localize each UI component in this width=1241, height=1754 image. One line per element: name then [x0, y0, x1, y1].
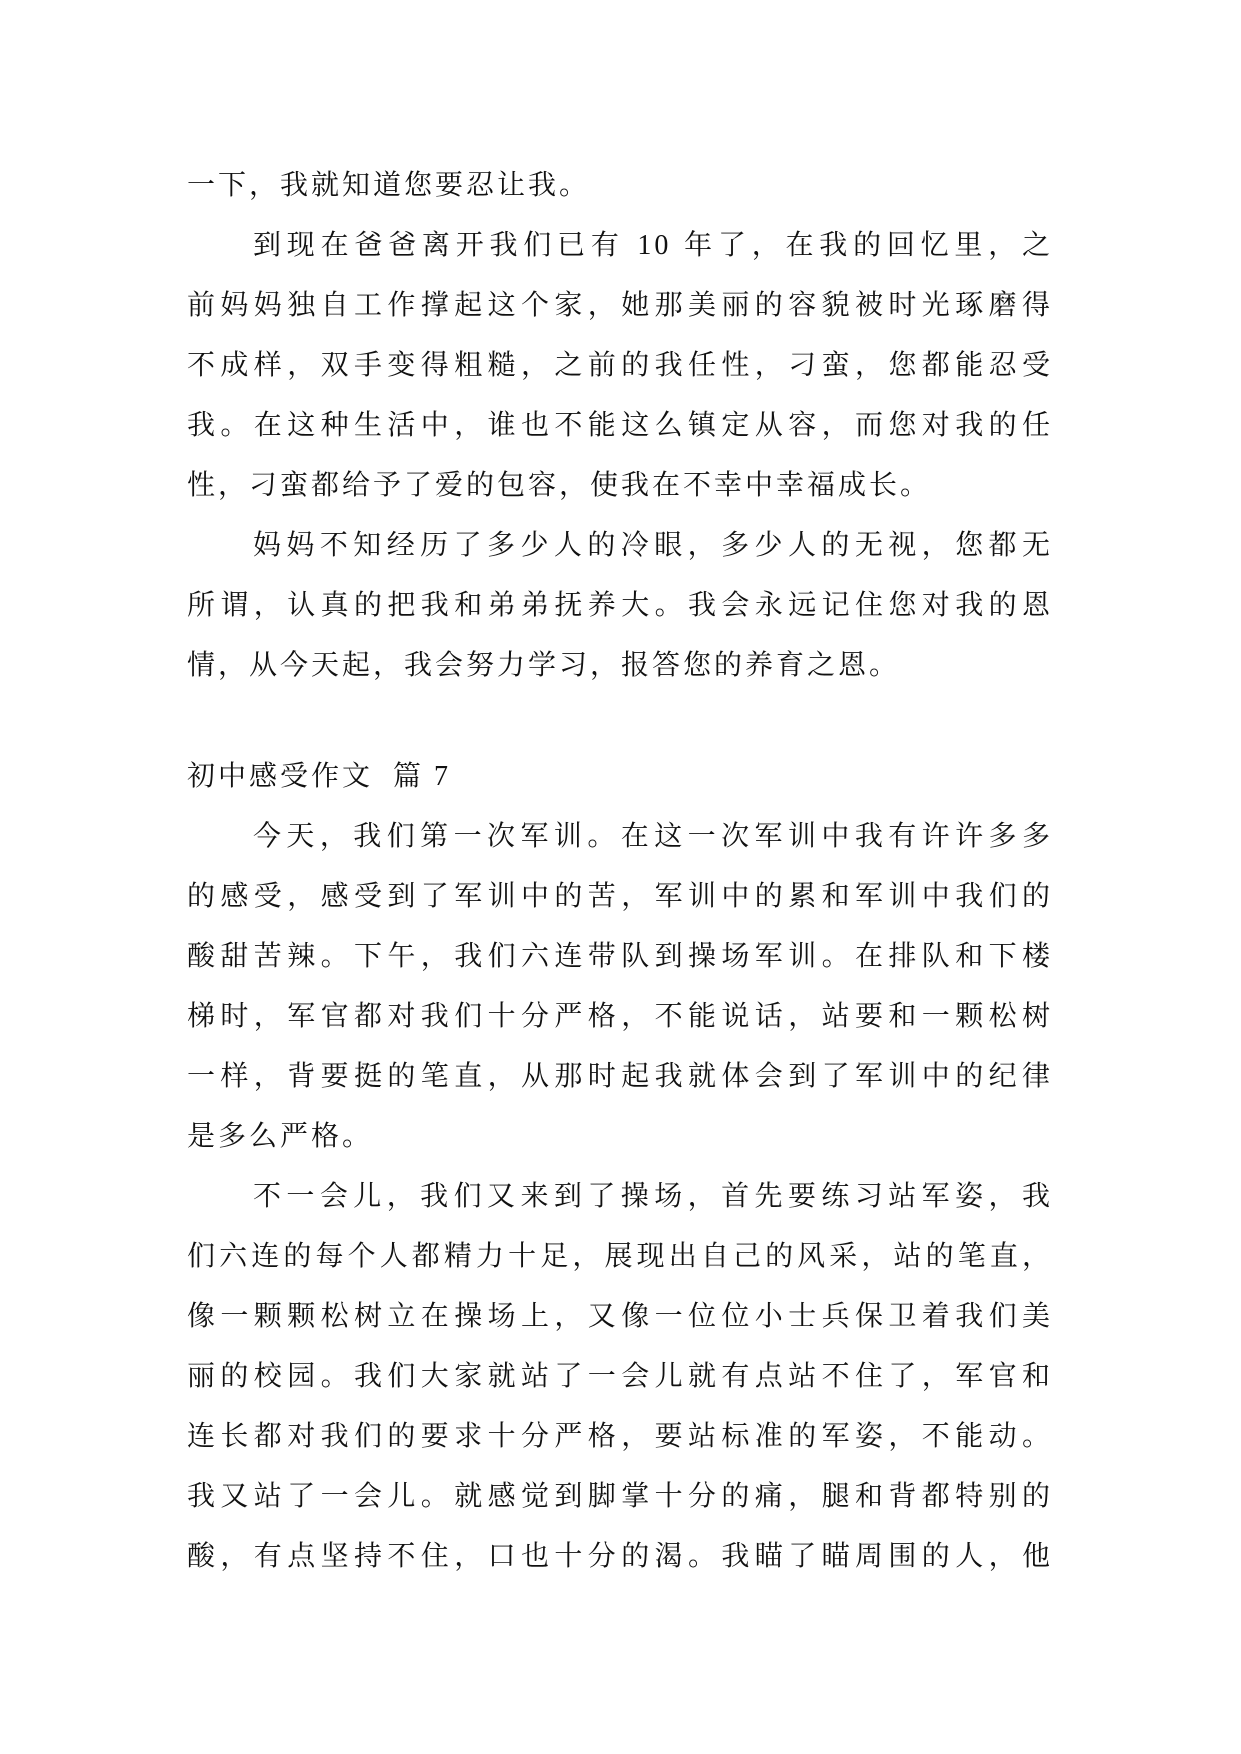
text-line: 到现在爸爸离开我们已有 10 年了，在我的回忆里，之: [253, 230, 1053, 261]
text-line: 连长都对我们的要求十分严格，要站标准的军姿，不能动。: [187, 1421, 1053, 1452]
paragraph: [187, 807, 1053, 1167]
text-line: 是多么严格。: [187, 1121, 374, 1152]
text-line: 们六连的每个人都精力十足，展现出自己的风采，站的笔直，: [187, 1241, 1053, 1272]
text-line: 所谓，认真的把我和弟弟抚养大。我会永远记住您对我的恩: [187, 590, 1053, 621]
paragraph: [187, 516, 1053, 696]
text-line: 酸，有点坚持不住，口也十分的渴。我瞄了瞄周围的人，他: [187, 1541, 1053, 1572]
paragraph: [187, 1167, 1053, 1587]
text-line: 性，刁蛮都给予了爱的包容，使我在不幸中幸福成长。: [187, 470, 932, 501]
text-line: 我。在这种生活中，谁也不能这么镇定从容，而您对我的任: [187, 410, 1053, 441]
paragraph: [187, 216, 1053, 516]
text-line: 像一颗颗松树立在操场上，又像一位位小士兵保卫着我们美: [187, 1301, 1053, 1332]
text-line: 不一会儿，我们又来到了操场，首先要练习站军姿，我: [253, 1181, 1053, 1212]
text-line: 酸甜苦辣。下午，我们六连带队到操场军训。在排队和下楼: [187, 941, 1053, 972]
paragraph: [187, 156, 1053, 216]
text-line: 情，从今天起，我会努力学习，报答您的养育之恩。: [187, 650, 901, 681]
text-line: 前妈妈独自工作撑起这个家，她那美丽的容貌被时光琢磨得: [187, 290, 1053, 321]
text-line: 梯时，军官都对我们十分严格，不能说话，站要和一颗松树: [187, 1001, 1053, 1032]
text-line: 丽的校园。我们大家就站了一会儿就有点站不住了，军官和: [187, 1361, 1053, 1392]
text-line: 我又站了一会儿。就感觉到脚掌十分的痛，腿和背都特别的: [187, 1481, 1053, 1512]
text-line: 的感受，感受到了军训中的苦，军训中的累和军训中我们的: [187, 881, 1053, 912]
text-line: 妈妈不知经历了多少人的冷眼，多少人的无视，您都无: [253, 530, 1053, 561]
text-line: 一样，背要挺的笔直，从那时起我就体会到了军训中的纪律: [187, 1061, 1053, 1092]
document-body: [187, 156, 1053, 1587]
section-heading: 初中感受作文 篇 7: [187, 761, 452, 792]
text-line: 一下，我就知道您要忍让我。: [187, 170, 591, 201]
text-line: 今天，我们第一次军训。在这一次军训中我有许许多多: [253, 821, 1053, 852]
text-line: 不成样，双手变得粗糙，之前的我任性，刁蛮，您都能忍受: [187, 350, 1053, 381]
